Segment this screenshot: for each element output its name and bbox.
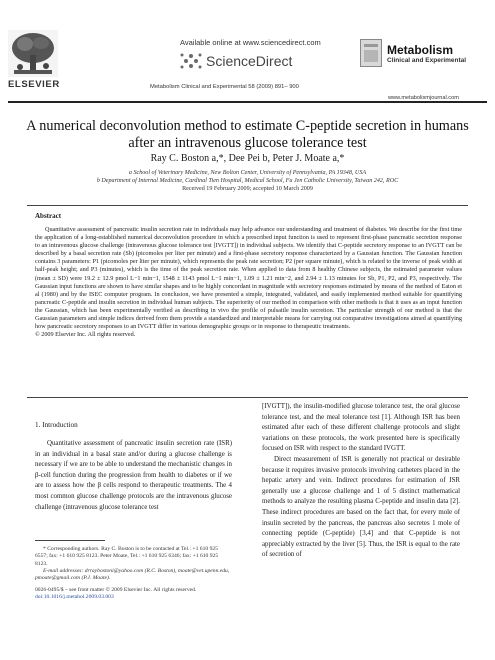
right-column-text — [262, 402, 460, 561]
available-online-text: Available online at www.sciencedirect.com — [180, 38, 321, 47]
affiliation-b: b Department of Internal Medicine, Cardinal Tien Hospital, Medical School, Fu Jen Catholic University, Taiwan 242, ROC — [96, 178, 399, 184]
article-title: A numerical deconvolution method to estimate C-peptide secretion in humans after an intravenous glucose tolerance test — [26, 118, 469, 151]
journal-name: Metabolism — [387, 42, 454, 57]
journal-masthead — [360, 39, 490, 67]
journal-url-link[interactable]: www.metabolismjournal.com — [388, 95, 459, 101]
publisher-name: ELSEVIER — [8, 79, 60, 90]
sciencedirect-wordmark: ScienceDirect — [206, 53, 293, 69]
left-column-text — [35, 439, 232, 513]
journal-subtitle: Clinical and Experimental — [387, 56, 467, 64]
issn-line: 0026-0495/$ – see front matter © 2009 Elsevier Inc. All rights reserved. — [35, 587, 197, 593]
article-authors: Ray C. Boston a,*, Dee Pei b, Peter J. Moate a,* — [150, 153, 345, 164]
journal-citation: Metabolism Clinical and Experimental 58 (2009) 891– 900 — [150, 84, 299, 90]
abstract-body — [35, 226, 462, 339]
abstract-bottom-rule — [27, 397, 468, 398]
doi-link[interactable]: doi:10.1016/j.metabol.2009.03.003 — [35, 594, 114, 601]
abstract-heading: Abstract — [35, 212, 62, 220]
header-divider — [8, 101, 487, 103]
sciencedirect-logo-icon[interactable] — [178, 49, 318, 73]
elsevier-tree-logo-icon — [8, 30, 58, 86]
received-dates: Received 19 February 2009; accepted 10 March 2009 — [182, 186, 313, 192]
intro-paragraph-3: Direct measurement of ISR is generally not practical or desirable because it requires invasive protocols involving catheters placed in the hepatic artery and vein. Indirect procedures for estimation of ISR generally use a glucose challenge and 1 of 5 distinct mathematical methods to analyze the resulting plasma C-peptide and insulin data [2]. These indirect procedures are based on the fact that, for every mole of insulin secreted by the pancreas, the pancreas also secretes 1 mole of connecting peptide (C-peptide) [3,4] and that C-peptide is not appreciably extracted by the liver [5]. Thus, the ISR is equal to the rate of secretion of — [262, 455, 460, 559]
journal-cover-icon — [360, 39, 382, 67]
front-matter-info — [35, 587, 232, 602]
corresponding-author-footnote — [35, 546, 232, 582]
footnote-rule — [35, 540, 105, 541]
section-heading-introduction: 1. Introduction — [35, 421, 78, 429]
abstract-top-rule — [27, 205, 468, 206]
affiliation-a: a School of Veterinary Medicine, New Bolton Center, University of Pennsylvania, PA 19348, USA — [128, 170, 367, 176]
corresponding-author-text: * Corresponding authors. Ray C. Boston is to be contacted at Tel.: +1 610 925 6557; fax: +1 610 925 8123. Peter Moate, Tel.: +1 610 925 6346; fax: +1 610 925 8123. — [35, 546, 219, 567]
author-affiliations — [20, 169, 475, 185]
intro-paragraph-2: [IVGTT]), the insulin-modified glucose tolerance test, the oral glucose tolerance test, and the meal tolerance test [1]. Although ISR has been estimated after each of these different challenge protocols and slight variations on these protocols, the work presented here is specifically focused on ISR with respect to the standard IVGTT. — [262, 403, 460, 453]
email-addresses[interactable]: E-mail addresses: drraybostoni@yahoo.com (R.C. Boston), moate@vet.upenn.edu, pmoate@gmail.com (P.J. Moate). — [35, 567, 230, 582]
intro-paragraph-1: Quantitative assessment of pancreatic insulin secretion rate (ISR) in an individual in a basal state and/or during a glucose challenge is necessary if we are to be able to understand the mechanistic changes in β-cell function during the progression from health to diabetes or if we are to assess how the β cells respond to therapeutic treatments. The 4 most common glucose challenge protocols are the intravenous glucose challenge (intravenous glucose tolerance test — [35, 440, 232, 511]
abstract-copyright: © 2009 Elsevier Inc. All rights reserved. — [35, 331, 136, 339]
abstract-paragraph: Quantitative assessment of pancreatic insulin secretion rate in individuals may help advance our understanding and treatment of diabetes. We describe for the first time the application of a long-established numerical deconvolution procedure in which a prescribed input function is used to represent first-phase pancreatic secretion response to an intravenous glucose challenge (intravenous glucose tolerance test [IVGTT]) in individual subjects. We identify that C-peptide secretory response to an IVGTT can be described by a basal secretion rate (Sb) (picomoles per liter per minute) and a first-phase secretory response characterized by a Gaussian function. The Gaussian function contains 3 parameters: P1 (picomoles per liter per minute), which represents the peak rate secretion; P2 (per square minute), which is related to the inverse of peak width at half-peak height; and P3 (minutes), which is the time of the peak secretion rate. When applied to data from 8 healthy Chinese subjects, the estimated parameter values (mean ± SD) were 19.2 ± 12.9 pmol L−1 min−1, 1548 ± 1143 pmol L−1 min−1, 1.09 ± 1.21 min−2, and 2.94 ± 1.13 minutes for Sb, P1, P2, and P3, respectively. The Gaussian input functions are shown to have similar shapes and to be highly concordant in magnitude with secretory responses estimated by means of the method of Eaton et al (1980) and by the ISEC computer program. In conclusion, we have presented a simple, integrated, validated, and easily implemented method suitable for quantifying pancreatic C-peptide and insulin secretion in individual human subjects. The superiority of our method in comparison with other methods is that it uses as an input function the Gaussian, which has been experimentally verified as describing in vivo the profile of pulsatile insulin secretion. The particular strength of our method is that the Gaussian parameters and simple indices derived from them provide a standardized and interpretable means for carrying out comparative investigations aimed at quantifying how pancreatic secretory responses to an IVGTT differ in various demographic groups or in response to therapeutic treatments. — [35, 226, 462, 331]
